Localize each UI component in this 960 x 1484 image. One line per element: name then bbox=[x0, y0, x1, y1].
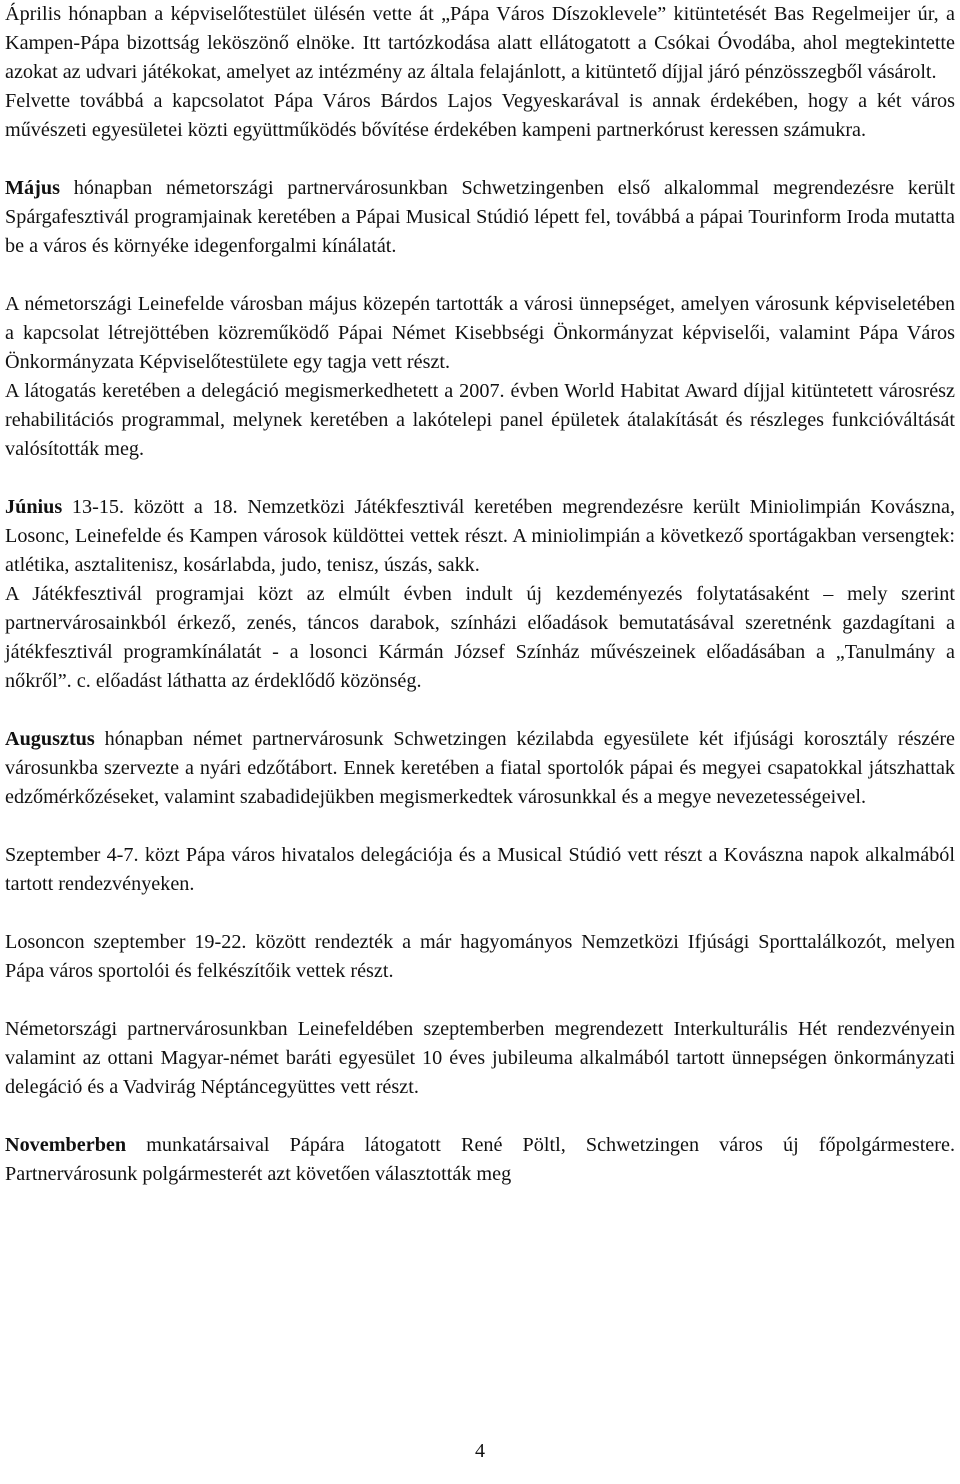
month-november: Novemberben bbox=[5, 1134, 127, 1156]
paragraph-leinefelde: A németországi Leinefelde városban május közepén tartották a városi ünnepséget, amelyen városunk képviseletében a kapcsolat létrejöttében közreműködő Pápai Német Kisebbségi Önkormányzat képviselői, valamint Pápa Város Önkormányzata Képviselőtestülete egy tagja vett részt. bbox=[5, 293, 955, 373]
paragraph-september-kovaszna: Szeptember 4-7. közt Pápa város hivatalos delegációja és a Musical Stúdió vett részt a Kovászna napok alkalmából tartott rendezvényeken. bbox=[5, 844, 955, 895]
paragraph-august bbox=[5, 725, 955, 812]
month-august: Augusztus bbox=[5, 728, 95, 750]
paragraph-visit: A látogatás keretében a delegáció megismerkedhetett a 2007. évben World Habitat Award díjjal kitüntetett városrész rehabilitációs programmal, melynek keretében a lakótelepi panel épületek átalakítását és részleges funkcióváltását valósították meg. bbox=[5, 380, 955, 460]
paragraph-april: Április hónapban a képviselőtestület ülésén vette át „Pápa Város Díszoklevele” kitüntetését Bas Regelmeijer úr, a Kampen-Pápa bizottság leköszönő elnöke. Itt tartózkodása alatt ellátogatott a Csókai Óvodába, ahol megtekintette azokat az udvari játékokat, amelyet az intézmény az általa felajánlott, a kitüntető díjjal járó pénzösszegből vásárolt. bbox=[5, 3, 955, 83]
paragraph-november-text: munkatársaival Pápára látogatott René Pöltl, Schwetzingen város új főpolgármestere. Partnervárosunk polgármesterét azt követően választották meg bbox=[5, 1134, 955, 1185]
paragraph-november bbox=[5, 1131, 955, 1189]
paragraph-festival: A Játékfesztivál programjai közt az elmúlt évben indult új kezdeményezés folytatásaként – mely szerint partnervárosainkból érkező, zenés, táncos darabok, színházi előadások bemutatásával szeretnénk gazdagítani a játékfesztivál programkínálatát - a losonci Kármán József Színház művészeinek előadásában a „Tanulmány a nőkről”. c. előadást láthatta az érdeklődő közönség. bbox=[5, 583, 955, 692]
page-number: 4 bbox=[475, 1440, 485, 1462]
paragraph-september-leinefelde: Németországi partnervárosunkban Leinefeldében szeptemberben megrendezett Interkulturális Hét rendezvényein valamint az ottani Magyar-német baráti egyesület 10 éves jubileuma alkalmából tartott ünnepségen önkormányzati delegáció és a Vadvirág Néptáncegyüttes vett részt. bbox=[5, 1018, 955, 1098]
paragraph-june-text: 13-15. között a 18. Nemzetközi Játékfesztivál keretében megrendezésre került Miniolimpián Kovászna, Losonc, Leinefelde és Kampen városok küldöttei vettek részt. A miniolimpián a következő sportágakban versengtek: atlétika, asztalitenisz, kosárlabda, judo, tenisz, úszás, sakk. bbox=[5, 496, 955, 576]
month-june: Június bbox=[5, 496, 63, 518]
document-page bbox=[5, 0, 955, 1189]
month-may: Május bbox=[5, 177, 60, 199]
paragraph-may bbox=[5, 174, 955, 261]
paragraph-may-text: hónapban németországi partnervárosunkban Schwetzingenben első alkalommal megrendezésre került Spárgafesztivál programjainak keretében a Pápai Musical Stúdió lépett fel, továbbá a pápai Tourinform Iroda mutatta be a város és környéke idegenforgalmi kínálatát. bbox=[5, 177, 955, 257]
paragraph-choir: Felvette továbbá a kapcsolatot Pápa Város Bárdos Lajos Vegyeskarával is annak érdekében, hogy a két város művészeti egyesületei közti együttműködés bővítése érdekében kampeni partnerkórust keressen számukra. bbox=[5, 90, 955, 141]
paragraph-june bbox=[5, 493, 955, 580]
paragraph-august-text: hónapban német partnervárosunk Schwetzingen kézilabda egyesülete két ifjúsági korosztály részére városunkba szervezte a nyári edzőtábort. Ennek keretében a fiatal sportolók pápai és megyei csapatokkal játszhattak edzőmérkőzéseket, valamint szabadidejükben megismerkedtek városunkkal és a megye nevezetességeivel. bbox=[5, 728, 955, 808]
paragraph-september-losonc: Losoncon szeptember 19-22. között rendezték a már hagyományos Nemzetközi Ifjúsági Sporttalálkozót, melyen Pápa város sportolói és felkészítőik vettek részt. bbox=[5, 931, 955, 982]
